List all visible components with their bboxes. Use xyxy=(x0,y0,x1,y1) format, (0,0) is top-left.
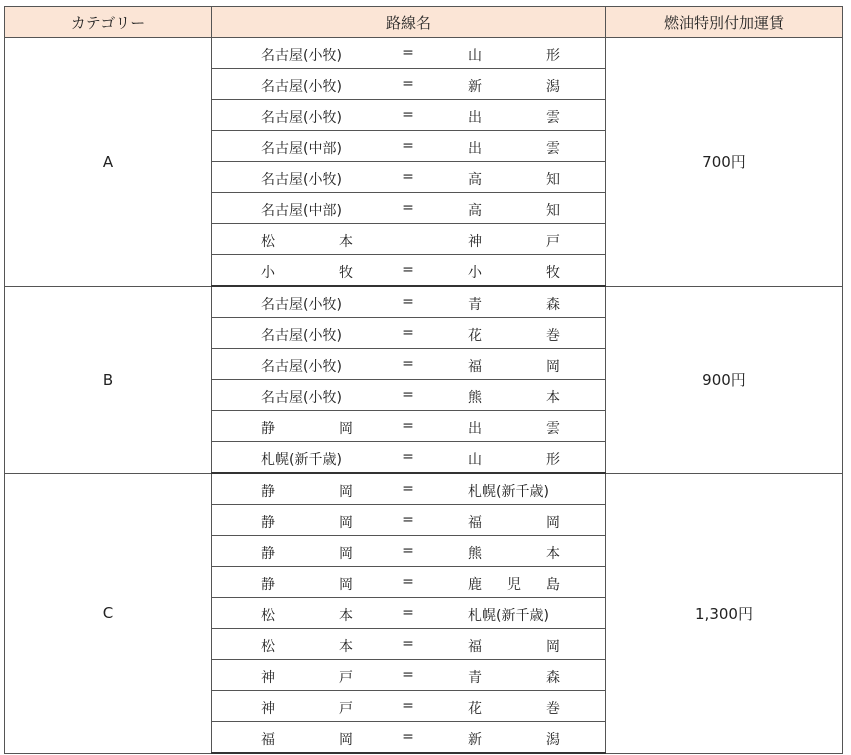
route-separator: = xyxy=(402,729,414,745)
route-cell xyxy=(212,162,606,193)
route-destination: 札幌(新千歳) xyxy=(468,484,549,500)
route-destination: 福 岡 xyxy=(468,359,560,375)
route-origin: 名古屋(小牧) xyxy=(261,390,342,406)
header-route: 路線名 xyxy=(212,7,606,38)
table-row xyxy=(5,473,843,505)
route-destination: 花 巻 xyxy=(468,701,560,717)
route-cell xyxy=(212,505,606,536)
route-destination: 鹿 児 島 xyxy=(468,577,560,593)
route-separator: = xyxy=(402,138,414,154)
route-cell xyxy=(212,691,606,722)
route-origin: 神 戸 xyxy=(261,701,353,717)
route-separator: = xyxy=(402,636,414,652)
route-cell xyxy=(212,286,606,318)
route-destination: 出 雲 xyxy=(468,141,560,157)
table-row xyxy=(5,38,843,69)
route-cell xyxy=(212,411,606,442)
table-body xyxy=(5,38,843,754)
header-category: カテゴリー xyxy=(5,7,212,38)
route-origin: 名古屋(小牧) xyxy=(261,328,342,344)
route-destination: 新 潟 xyxy=(468,79,560,95)
route-separator: = xyxy=(402,418,414,434)
route-separator: = xyxy=(402,356,414,372)
route-separator: = xyxy=(402,387,414,403)
route-cell xyxy=(212,722,606,754)
route-destination: 熊 本 xyxy=(468,390,560,406)
route-cell xyxy=(212,567,606,598)
fee-cell: 700円 xyxy=(606,38,843,287)
category-cell: C xyxy=(5,473,212,753)
route-destination: 青 森 xyxy=(468,670,560,686)
route-cell xyxy=(212,629,606,660)
fuel-surcharge-sheet xyxy=(4,6,842,754)
route-destination: 新 潟 xyxy=(468,732,560,748)
route-destination: 神 戸 xyxy=(468,234,560,250)
route-cell xyxy=(212,536,606,567)
route-separator: = xyxy=(402,481,414,497)
route-separator: = xyxy=(402,325,414,341)
route-separator: = xyxy=(402,169,414,185)
route-separator: = xyxy=(402,667,414,683)
route-origin: 松 本 xyxy=(261,639,353,655)
route-destination: 山 形 xyxy=(468,452,560,468)
route-origin: 名古屋(小牧) xyxy=(261,48,342,64)
route-origin: 松 本 xyxy=(261,234,353,250)
route-origin: 名古屋(中部) xyxy=(261,141,342,157)
route-cell xyxy=(212,131,606,162)
route-separator: = xyxy=(402,107,414,123)
route-origin: 静 岡 xyxy=(261,515,353,531)
route-cell xyxy=(212,38,606,69)
route-cell xyxy=(212,380,606,411)
category-cell: A xyxy=(5,38,212,287)
route-cell xyxy=(212,100,606,131)
route-destination: 出 雲 xyxy=(468,421,560,437)
route-separator: = xyxy=(402,698,414,714)
route-origin: 名古屋(小牧) xyxy=(261,172,342,188)
route-destination: 青 森 xyxy=(468,297,560,313)
route-cell xyxy=(212,69,606,100)
table-row xyxy=(5,286,843,318)
route-cell xyxy=(212,473,606,505)
route-cell xyxy=(212,255,606,287)
route-origin: 福 岡 xyxy=(261,732,353,748)
route-origin: 静 岡 xyxy=(261,577,353,593)
route-origin: 静 岡 xyxy=(261,421,353,437)
route-separator: = xyxy=(402,76,414,92)
route-separator: = xyxy=(402,200,414,216)
header-row xyxy=(5,7,843,38)
route-separator: = xyxy=(402,449,414,465)
route-destination: 高 知 xyxy=(468,203,560,219)
route-origin: 静 岡 xyxy=(261,546,353,562)
route-origin: 名古屋(小牧) xyxy=(261,110,342,126)
route-destination: 熊 本 xyxy=(468,546,560,562)
route-separator: = xyxy=(402,543,414,559)
route-separator: = xyxy=(402,262,414,278)
route-destination: 小 牧 xyxy=(468,265,560,281)
route-destination: 山 形 xyxy=(468,48,560,64)
route-separator: = xyxy=(402,605,414,621)
fee-cell: 900円 xyxy=(606,286,843,473)
route-destination: 花 巻 xyxy=(468,328,560,344)
route-origin: 名古屋(小牧) xyxy=(261,297,342,313)
route-cell xyxy=(212,660,606,691)
route-origin: 札幌(新千歳) xyxy=(261,452,342,468)
route-cell xyxy=(212,349,606,380)
fee-cell: 1,300円 xyxy=(606,473,843,753)
route-separator: = xyxy=(402,294,414,310)
fuel-surcharge-table xyxy=(4,6,843,754)
route-origin: 神 戸 xyxy=(261,670,353,686)
route-destination: 出 雲 xyxy=(468,110,560,126)
category-cell: B xyxy=(5,286,212,473)
route-separator: = xyxy=(402,512,414,528)
route-origin: 名古屋(小牧) xyxy=(261,359,342,375)
route-destination: 福 岡 xyxy=(468,515,560,531)
route-origin: 名古屋(中部) xyxy=(261,203,342,219)
route-destination: 福 岡 xyxy=(468,639,560,655)
route-origin: 名古屋(小牧) xyxy=(261,79,342,95)
route-destination: 高 知 xyxy=(468,172,560,188)
route-cell xyxy=(212,598,606,629)
route-cell xyxy=(212,318,606,349)
route-cell xyxy=(212,193,606,224)
route-separator: = xyxy=(402,574,414,590)
route-origin: 松 本 xyxy=(261,608,353,624)
route-origin: 静 岡 xyxy=(261,484,353,500)
route-destination: 札幌(新千歳) xyxy=(468,608,549,624)
route-origin: 小 牧 xyxy=(261,265,353,281)
route-separator: = xyxy=(402,45,414,61)
route-cell xyxy=(212,224,606,255)
route-cell xyxy=(212,442,606,474)
header-fee: 燃油特別付加運賃 xyxy=(606,7,843,38)
